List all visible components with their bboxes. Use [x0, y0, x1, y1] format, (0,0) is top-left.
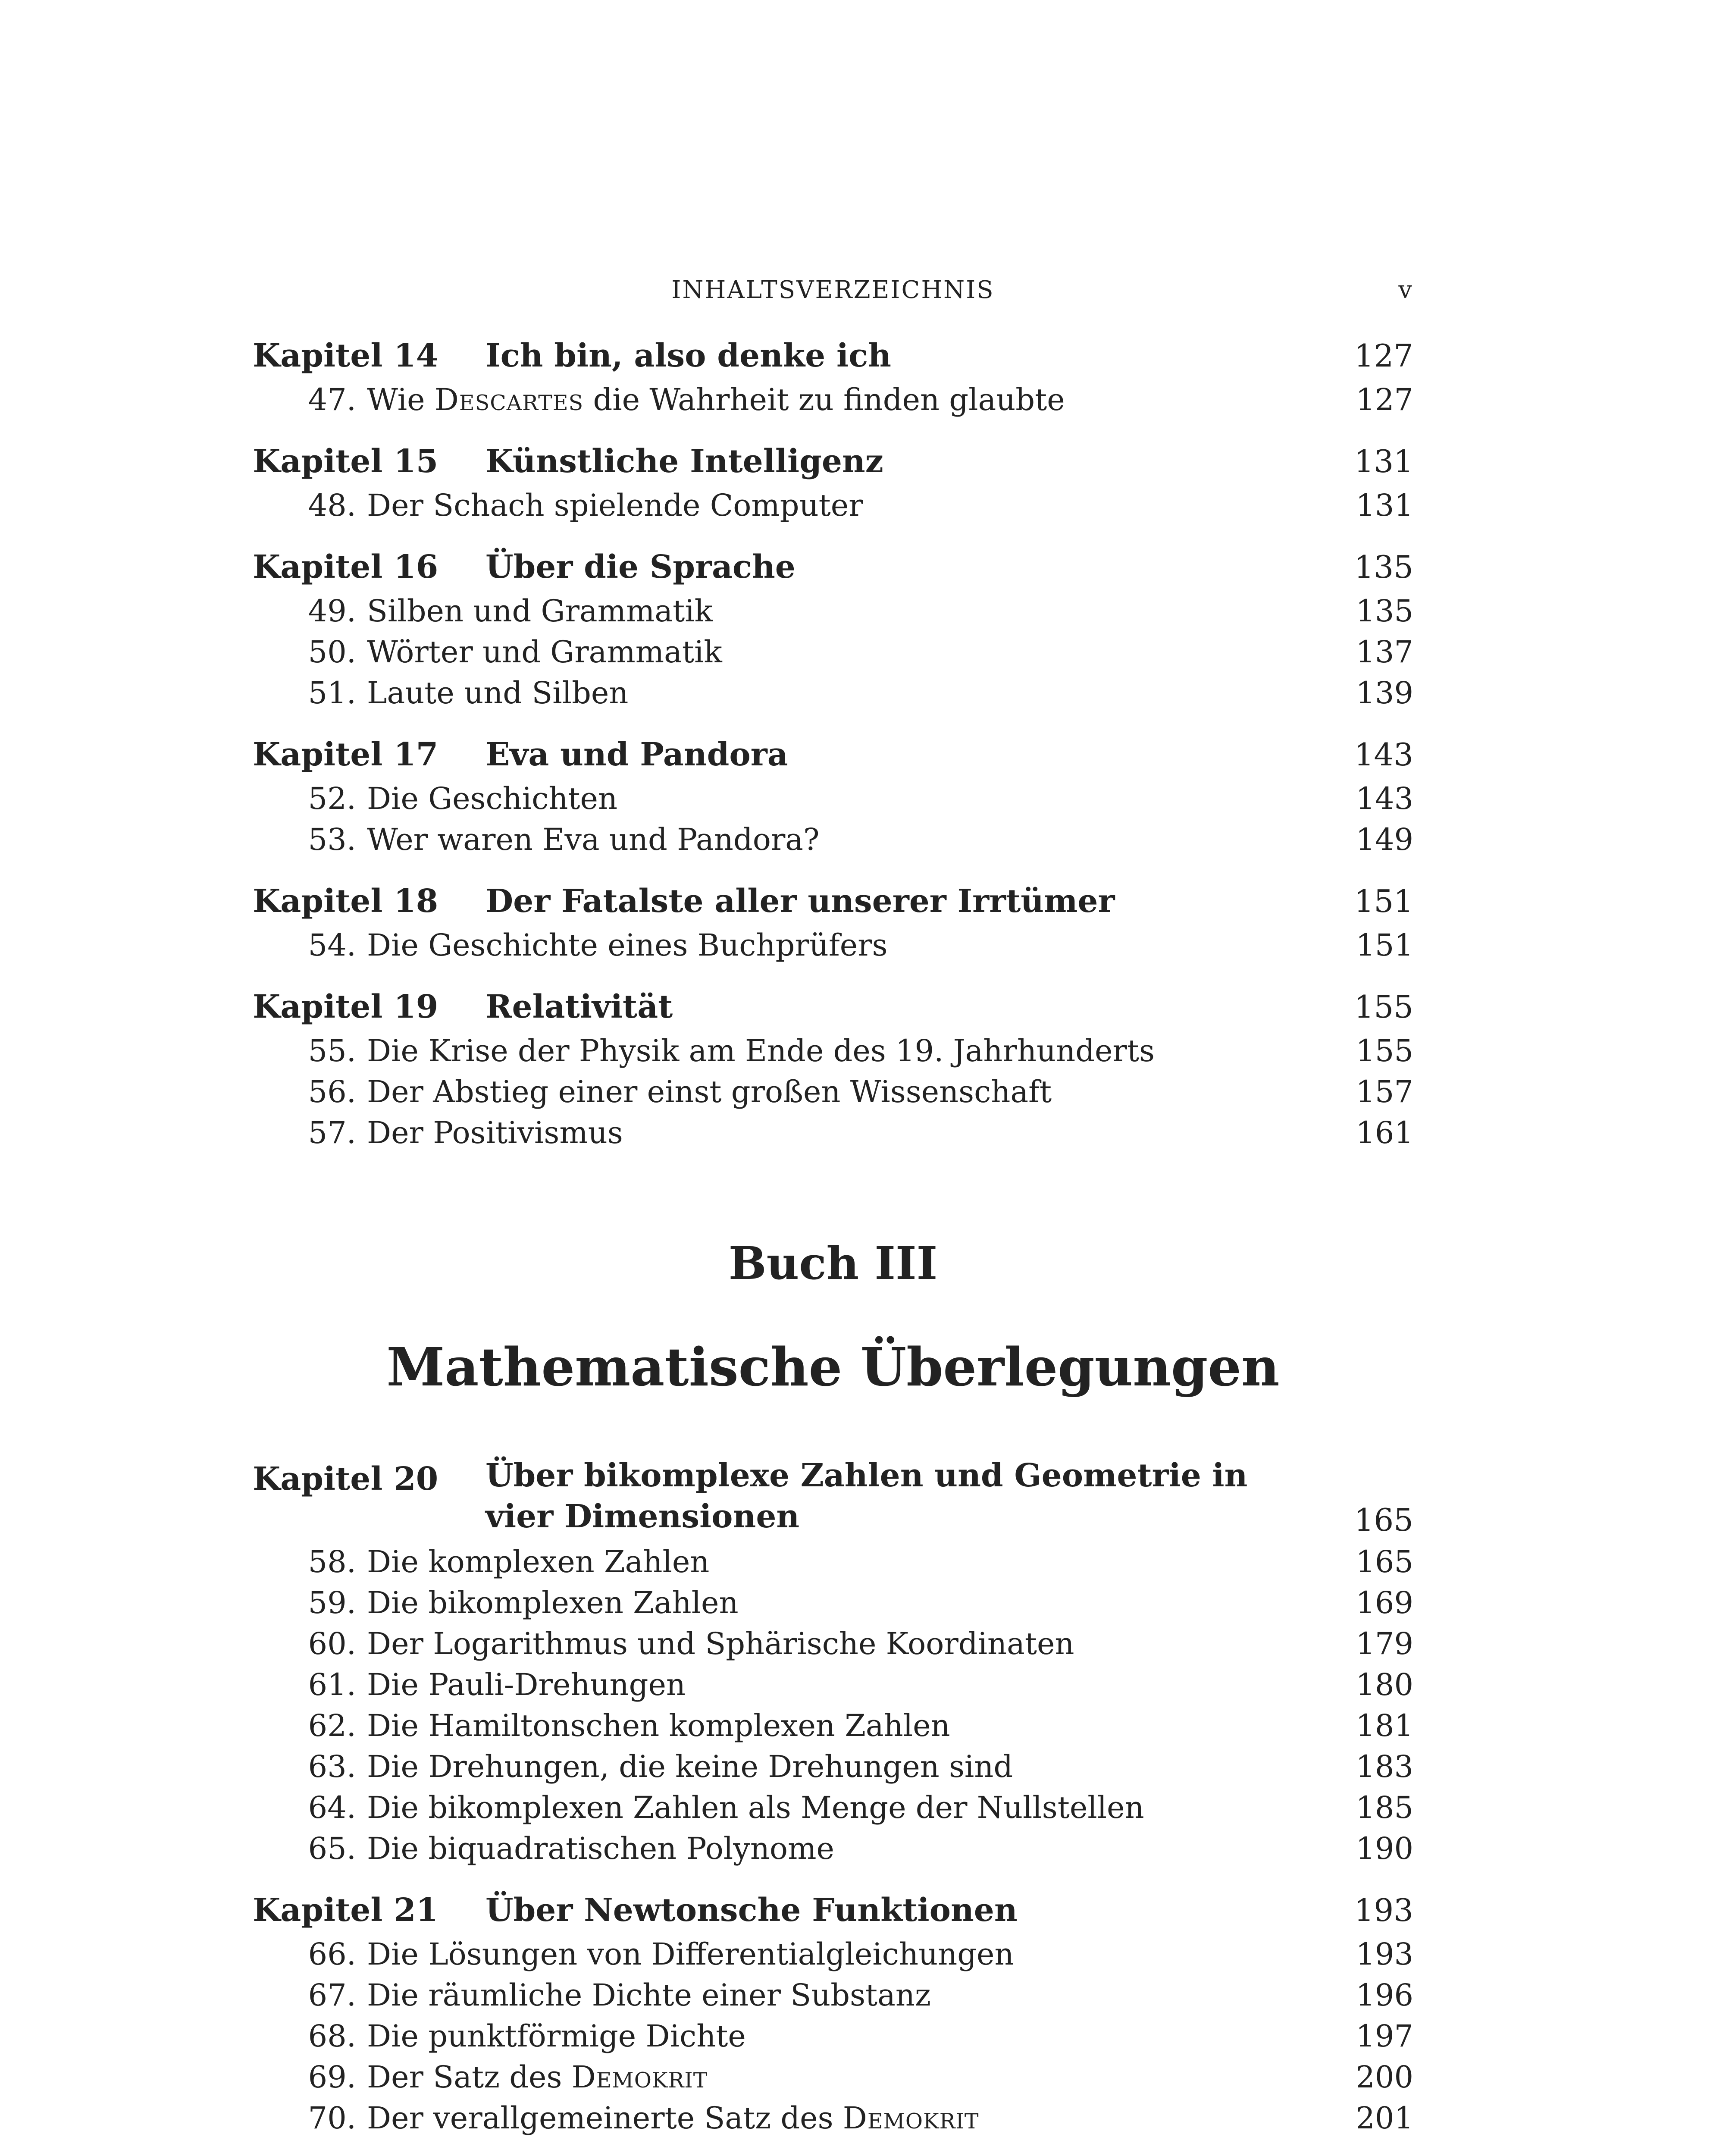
section-page: 155 [1356, 1033, 1413, 1069]
section-entry-63[interactable] [253, 1746, 1413, 1787]
section-number: 68. [308, 2018, 356, 2054]
section-number: 70. [308, 2100, 356, 2136]
section-number: 53. [308, 822, 356, 857]
chapter-label: Kapitel 21 [253, 1892, 438, 1929]
section-title: Silben und Grammatik [367, 593, 713, 629]
section-entry-49[interactable] [253, 591, 1413, 632]
chapter-label: Kapitel 15 [253, 443, 438, 480]
section-page: 165 [1356, 1544, 1413, 1579]
section-page: 179 [1356, 1626, 1413, 1661]
author-name: Demokrit [843, 2100, 979, 2136]
section-page: 200 [1356, 2059, 1413, 2095]
running-head [253, 276, 1413, 310]
section-page: 169 [1356, 1585, 1413, 1620]
chapter-page: 155 [1354, 989, 1413, 1025]
section-title: Die biquadratischen Polynome [367, 1831, 834, 1866]
toc-page [253, 0, 1413, 2156]
section-title: Die punktförmige Dichte [367, 2018, 746, 2054]
chapter-entry-21[interactable] [253, 1887, 1413, 1934]
chapter-label: Kapitel 17 [253, 736, 438, 773]
chapter-label: Kapitel 19 [253, 988, 438, 1025]
book-label: Buch III [728, 1237, 938, 1290]
section-number: 66. [308, 1937, 356, 1972]
section-entry-62[interactable] [253, 1705, 1413, 1746]
section-title: Der Positivismus [367, 1115, 623, 1150]
section-entry-61[interactable] [253, 1664, 1413, 1705]
section-entry-65[interactable] [253, 1828, 1413, 1869]
running-head-page-number: v [1398, 276, 1413, 304]
section-entry-57[interactable] [253, 1112, 1413, 1153]
section-title: Die Geschichte eines Buchprüfers [367, 928, 888, 963]
author-name: Demokrit [571, 2059, 708, 2095]
chapter-title: Über die Sprache [485, 548, 796, 586]
section-title: Die bikomplexen Zahlen [367, 1585, 739, 1620]
section-page: 161 [1356, 1115, 1413, 1150]
section-title: Die bikomplexen Zahlen als Menge der Nullstellen [367, 1790, 1144, 1825]
section-entry-66[interactable] [253, 1934, 1413, 1975]
section-entry-56[interactable] [253, 1072, 1413, 1112]
section-entry-68[interactable] [253, 2016, 1413, 2057]
section-number: 56. [308, 1074, 356, 1109]
section-number: 65. [308, 1831, 356, 1866]
chapter-label: Kapitel 14 [253, 337, 438, 374]
section-page: 135 [1356, 593, 1413, 629]
section-entry-50[interactable] [253, 632, 1413, 673]
section-number: 62. [308, 1708, 356, 1743]
book-title: Mathematische Überlegungen [386, 1336, 1280, 1398]
section-page: 127 [1356, 382, 1413, 417]
chapter-page: 165 [1354, 1502, 1413, 1538]
section-page: 157 [1356, 1074, 1413, 1109]
section-title: Die Hamiltonschen komplexen Zahlen [367, 1708, 950, 1743]
section-number: 54. [308, 928, 356, 963]
chapter-label: Kapitel 16 [253, 548, 438, 586]
section-title: Die komplexen Zahlen [367, 1544, 710, 1579]
section-title: Die Lösungen von Differentialgleichungen [367, 1937, 1014, 1972]
section-entry-48[interactable] [253, 485, 1413, 526]
section-title: Der Logarithmus und Sphärische Koordinaten [367, 1626, 1074, 1661]
section-entry-53[interactable] [253, 819, 1413, 860]
chapter-title: Über bikomplexe Zahlen und Geometrie in vier Dimensionen [485, 1457, 1248, 1535]
chapter-page: 135 [1354, 549, 1413, 585]
section-entry-67[interactable] [253, 1975, 1413, 2016]
chapter-title: Ich bin, also denke ich [485, 337, 891, 374]
chapter-title: Künstliche Intelligenz [485, 443, 883, 480]
chapter-entry-14[interactable] [253, 332, 1413, 379]
chapter-entry-20[interactable] [253, 1455, 1413, 1542]
section-page: 143 [1356, 781, 1413, 816]
section-entry-69[interactable] [253, 2057, 1413, 2098]
section-page: 180 [1356, 1667, 1413, 1702]
chapter-title: Eva und Pandora [485, 736, 788, 773]
section-number: 50. [308, 634, 356, 670]
section-entry-54[interactable] [253, 925, 1413, 966]
table-of-contents [253, 332, 1413, 2139]
section-number: 58. [308, 1544, 356, 1579]
section-page: 181 [1356, 1708, 1413, 1743]
chapter-page: 151 [1354, 883, 1413, 919]
section-page: 131 [1356, 488, 1413, 523]
section-number: 60. [308, 1626, 356, 1661]
author-name: Descartes [434, 382, 584, 417]
section-number: 47. [308, 382, 356, 417]
section-title: Die Krise der Physik am Ende des 19. Jahrhunderts [367, 1033, 1155, 1069]
chapter-page: 127 [1354, 338, 1413, 374]
chapter-page: 131 [1354, 443, 1413, 479]
chapter-title: Relativität [485, 988, 673, 1025]
section-title: Wie Descartes die Wahrheit zu finden glaubte [367, 382, 1065, 417]
chapter-title: Der Fatalste aller unserer Irrtümer [485, 883, 1115, 920]
chapter-entry-17[interactable] [253, 731, 1413, 778]
section-page: 137 [1356, 634, 1413, 670]
section-page: 201 [1356, 2100, 1413, 2136]
book-heading [253, 1231, 1413, 1412]
section-number: 63. [308, 1749, 356, 1784]
section-page: 151 [1356, 928, 1413, 963]
section-number: 67. [308, 1977, 356, 2013]
section-title: Wer waren Eva und Pandora? [367, 822, 820, 857]
section-entry-55[interactable] [253, 1031, 1413, 1072]
section-title: Der verallgemeinerte Satz des Demokrit [367, 2100, 979, 2136]
section-title: Der Satz des Demokrit [367, 2059, 708, 2095]
section-title: Die Pauli-Drehungen [367, 1667, 686, 1702]
section-number: 64. [308, 1790, 356, 1825]
chapter-title: Über Newtonsche Funktionen [485, 1892, 1018, 1929]
section-entry-47[interactable] [253, 379, 1413, 420]
section-page: 185 [1356, 1790, 1413, 1825]
section-title: Die räumliche Dichte einer Substanz [367, 1977, 931, 2013]
chapter-entry-15[interactable] [253, 438, 1413, 485]
section-page: 190 [1356, 1831, 1413, 1866]
section-title: Der Abstieg einer einst großen Wissenschaft [367, 1074, 1052, 1109]
section-page: 183 [1356, 1749, 1413, 1784]
section-number: 59. [308, 1585, 356, 1620]
section-entry-58[interactable] [253, 1542, 1413, 1583]
running-head-title: INHALTSVERZEICHNIS [671, 276, 995, 304]
section-page: 196 [1356, 1977, 1413, 2013]
section-entry-51[interactable] [253, 673, 1413, 714]
section-title: Wörter und Grammatik [367, 634, 722, 670]
chapter-label: Kapitel 20 [253, 1460, 438, 1498]
chapter-label: Kapitel 18 [253, 883, 438, 920]
chapter-entry-19[interactable] [253, 983, 1413, 1031]
section-number: 55. [308, 1033, 356, 1069]
section-number: 51. [308, 675, 356, 711]
chapter-entry-18[interactable] [253, 877, 1413, 925]
section-number: 57. [308, 1115, 356, 1150]
section-page: 139 [1356, 675, 1413, 711]
section-page: 149 [1356, 822, 1413, 857]
section-page: 197 [1356, 2018, 1413, 2054]
section-number: 52. [308, 781, 356, 816]
section-number: 49. [308, 593, 356, 629]
section-entry-70[interactable] [253, 2098, 1413, 2139]
section-number: 61. [308, 1667, 356, 1702]
section-number: 48. [308, 488, 356, 523]
section-title: Die Drehungen, die keine Drehungen sind [367, 1749, 1013, 1784]
chapter-page: 193 [1354, 1892, 1413, 1928]
section-title: Die Geschichten [367, 781, 618, 816]
chapter-page: 143 [1354, 736, 1413, 773]
chapter-entry-16[interactable] [253, 543, 1413, 591]
section-entry-59[interactable] [253, 1583, 1413, 1623]
section-title: Der Schach spielende Computer [367, 488, 863, 523]
section-entry-60[interactable] [253, 1623, 1413, 1664]
section-number: 69. [308, 2059, 356, 2095]
section-entry-64[interactable] [253, 1787, 1413, 1828]
section-title: Laute und Silben [367, 675, 629, 711]
section-entry-52[interactable] [253, 778, 1413, 819]
section-page: 193 [1356, 1937, 1413, 1972]
